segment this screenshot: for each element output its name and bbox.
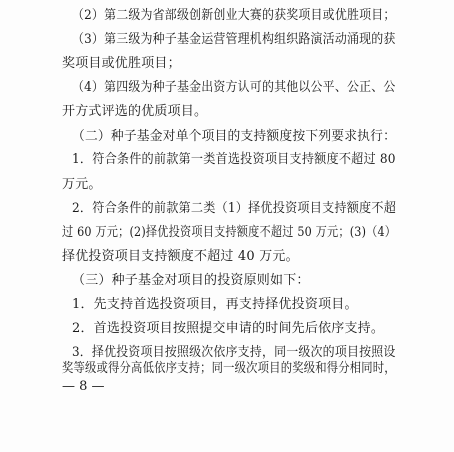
text-line: 2．首选投资项目按照提交申请的时间先后依序支持。 xyxy=(72,321,385,336)
section-heading: （三）种子基金对项目的投资原则如下： xyxy=(72,273,310,288)
text-line: 择优投资项目支持额度不超过 40 万元。 xyxy=(62,249,299,264)
text-line: 过 60 万元；(2)择优投资项目支持额度不超过 50 万元；(3)（4） xyxy=(62,225,397,240)
text-line: 奖等级或得分高低依序支持；同一级次项目的奖级和得分相同时， xyxy=(62,361,396,376)
text-line: 1．符合条件的前款第一类首选投资项目支持额度不超过 80 xyxy=(72,152,396,167)
text-line: 1．先支持首选投资项目，再支持择优投资项目。 xyxy=(72,297,358,312)
section-heading: （二）种子基金对单个项目的支持额度按下列要求执行： xyxy=(72,129,397,144)
page-number: — 8 — xyxy=(62,379,105,394)
text-line: 万元。 xyxy=(62,177,102,192)
text-line: 奖项目或优胜项目； xyxy=(62,56,181,71)
text-line: （4）第四级为种子基金出资方认可的其他以公平、公正、公 xyxy=(72,80,396,95)
text-line: （3）第三级为种子基金运营管理机构组织路演活动涌现的获 xyxy=(72,32,396,47)
text-line: 开方式评选的优质项目。 xyxy=(62,104,208,119)
text-line: （2）第二级为省部级创新创业大赛的获奖项目或优胜项目； xyxy=(72,8,396,23)
text-line: 2．符合条件的前款第二类（1）择优投资项目支持额度不超 xyxy=(72,201,397,216)
text-line: 3．择优投资项目按照级次依序支持，同一级次的项目按照设 xyxy=(72,345,396,360)
